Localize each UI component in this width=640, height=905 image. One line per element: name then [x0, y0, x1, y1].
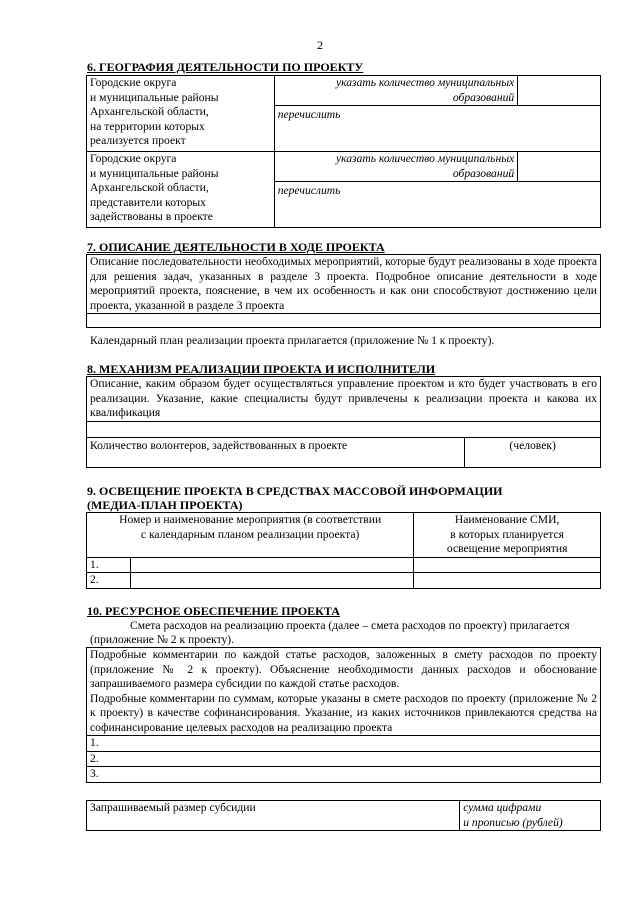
participants-count-field[interactable] [518, 152, 601, 182]
media-plan-row-number: 1. [87, 557, 131, 573]
calendar-plan-note: Календарный план реализации проекта прилагается (приложение № 1 к проекту). [90, 334, 495, 347]
geography-implementation-label: Городские округа и муниципальные районы Архангельской области, на территории которых реализуется проект [87, 76, 275, 152]
media-plan-event-field[interactable] [130, 557, 413, 573]
geography-table [86, 75, 601, 228]
resources-row[interactable]: 1. [87, 736, 601, 752]
participants-list-hint[interactable]: перечислить [274, 182, 600, 228]
resources-table [86, 647, 601, 783]
municipalities-count-field[interactable] [518, 76, 601, 106]
municipalities-list-hint[interactable]: перечислить [274, 106, 600, 152]
media-plan-event-header: Номер и наименование мероприятия (в соответствии с календарным планом реализации проекта) [87, 513, 414, 558]
media-plan-row-number: 2. [87, 573, 131, 589]
page-number: 2 [317, 38, 323, 52]
mechanism-description-text: Описание, каким образом будет осуществляться управление проектом и кто будет участвовать в его реализации. Указание, какие специалисты будут привлечены к реализации проекта и какова их квалификация [87, 377, 601, 422]
media-plan-table [86, 512, 601, 589]
activity-description-table [86, 254, 601, 328]
subsidy-label: Запрашиваемый размер субсидии [87, 801, 460, 831]
section-9-title: 9. ОСВЕЩЕНИЕ ПРОЕКТА В СРЕДСТВАХ МАССОВОЙ ИНФОРМАЦИИ (МЕДИА-ПЛАН ПРОЕКТА) [87, 484, 503, 512]
mechanism-description-field[interactable] [87, 421, 601, 437]
volunteers-count-field[interactable]: (человек) [465, 437, 601, 467]
activity-description-field[interactable] [87, 314, 601, 328]
media-plan-outlet-field[interactable] [414, 573, 601, 589]
media-plan-outlet-field[interactable] [414, 557, 601, 573]
budget-comments-text: Подробные комментарии по каждой статье расходов, заложенных в смету расходов по проекту (приложение № 2 к проекту). Объяснение необходимости данных расходов и обоснование запрашиваемого размера субсидии по каждой статье расходов. Подробные комментарии по суммам, которые указаны в смете расходов по проекту (приложение № 2 к проекту) в качестве софинансирования. Указание, из каких источников привлекаются средства на софинансирование целевых расходов на реализацию проекта [87, 648, 601, 736]
municipalities-count-hint: указать количество муниципальных образований [274, 76, 518, 106]
section-6-title: 6. ГЕОГРАФИЯ ДЕЯТЕЛЬНОСТИ ПО ПРОЕКТУ [87, 60, 364, 74]
geography-participants-label: Городские округа и муниципальные районы Архангельской области, представители которых задействованы в проекте [87, 152, 275, 228]
volunteers-count-label: Количество волонтеров, задействованных в проекте [87, 437, 465, 467]
section-10-title: 10. РЕСУРСНОЕ ОБЕСПЕЧЕНИЕ ПРОЕКТА [87, 604, 340, 618]
resources-row[interactable]: 3. [87, 767, 601, 783]
mechanism-table [86, 376, 601, 468]
resources-row[interactable]: 2. [87, 751, 601, 767]
media-plan-outlet-header: Наименование СМИ, в которых планируется освещение мероприятия [414, 513, 601, 558]
subsidy-amount-field[interactable]: сумма цифрами и прописью (рублей) [460, 801, 601, 831]
budget-intro-line1: Смета расходов на реализацию проекта (далее – смета расходов по проекту) прилагается [130, 619, 570, 632]
participants-count-hint: указать количество муниципальных образований [274, 152, 518, 182]
section-8-title: 8. МЕХАНИЗМ РЕАЛИЗАЦИИ ПРОЕКТА И ИСПОЛНИТЕЛИ [87, 362, 436, 376]
section-7-title: 7. ОПИСАНИЕ ДЕЯТЕЛЬНОСТИ В ХОДЕ ПРОЕКТА [87, 240, 385, 254]
budget-intro-line2: (приложение № 2 к проекту). [90, 633, 235, 646]
subsidy-table [86, 800, 601, 831]
media-plan-event-field[interactable] [130, 573, 413, 589]
activity-description-text: Описание последовательности необходимых мероприятий, которые будут реализованы в ходе проекта для решения задач, указанных в разделе 3 проекта. Подробное описание деятельности в ходе мероприятий проекта, пояснение, в чем их особенность и как они способствуют достижению цели проекта, указанной в разделе 3 проекта [87, 255, 601, 314]
